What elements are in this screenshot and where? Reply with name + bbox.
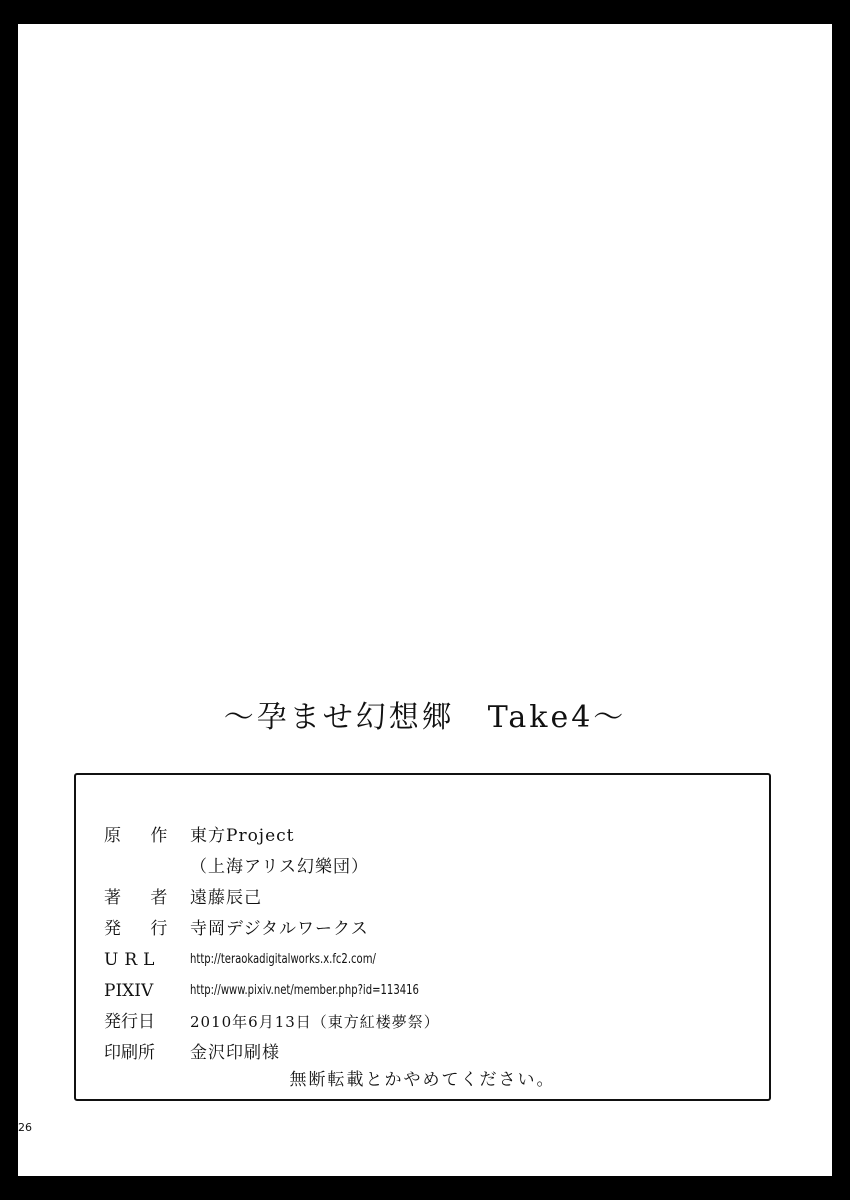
colophon-label: 原 作: [104, 826, 180, 846]
colophon-value: （上海アリス幻樂団）: [190, 857, 369, 877]
colophon-value: 2010年6月13日（東方紅楼夢祭）: [190, 1013, 440, 1031]
colophon-value: 金沢印刷様: [190, 1043, 280, 1063]
colophon-label: PIXIV: [104, 981, 154, 1001]
no-reproduction-notice: 無断転載とかやめてください。: [289, 1070, 556, 1090]
colophon-pixiv-link[interactable]: http://www.pixiv.net/member.php?id=113416: [190, 983, 419, 998]
colophon-url-link[interactable]: http://teraokadigitalworks.x.fc2.com/: [190, 952, 376, 967]
colophon-value: 寺岡デジタルワークス: [190, 919, 369, 939]
book-title: ～孕ませ幻想郷 Take4～: [223, 700, 627, 735]
colophon-label: 著 者: [104, 888, 180, 908]
colophon-value: 東方Project: [190, 826, 295, 846]
colophon-value: 遠藤辰己: [190, 888, 262, 908]
colophon-label: 印刷所: [104, 1043, 155, 1063]
page: [18, 24, 832, 1176]
colophon-label: 発 行: [104, 919, 180, 939]
colophon-box: [74, 773, 771, 1101]
colophon-label: URL: [104, 950, 161, 970]
colophon-label: 発行日: [104, 1012, 155, 1032]
page-number: 26: [18, 1121, 32, 1134]
